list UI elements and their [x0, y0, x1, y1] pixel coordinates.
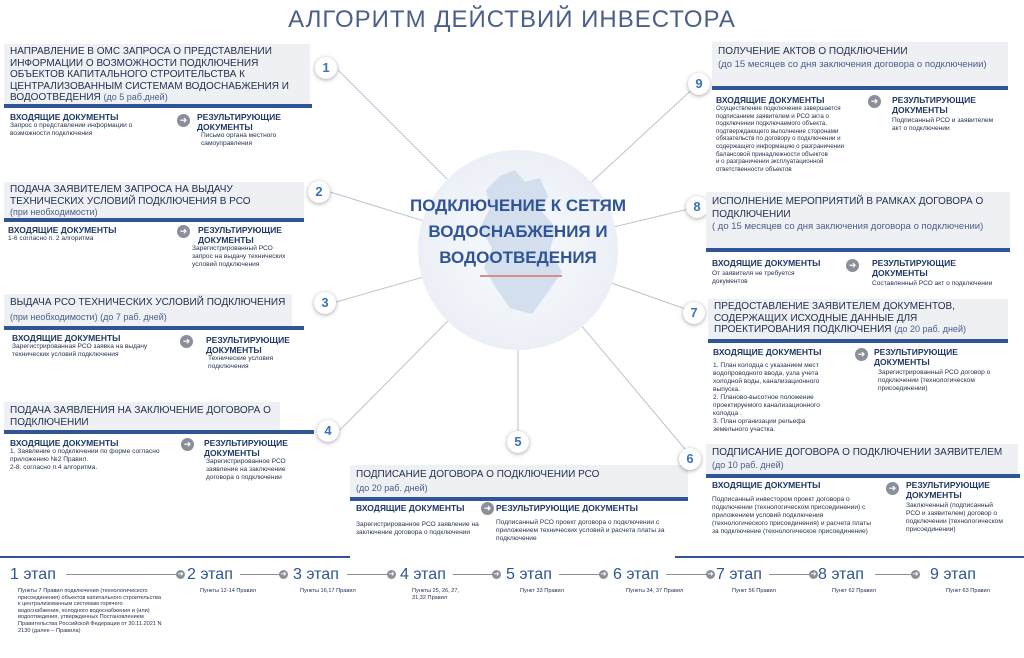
timeline-arrow [666, 574, 707, 575]
step-4-incoming [10, 438, 180, 472]
step-1-resulting-text: Письмо органа местного самоуправления [201, 132, 277, 147]
step-1-header [4, 44, 310, 104]
step-9-badge: 9 [688, 73, 710, 95]
incoming-label: ВХОДЯЩИЕ ДОКУМЕНТЫ [712, 480, 821, 490]
incoming-label: ВХОДЯЩИЕ ДОКУМЕНТЫ [8, 225, 117, 235]
step-8-deadline: ( до 15 месяцев со дня заключения договора о подключении) [712, 221, 984, 232]
step-8-title: ИСПОЛНЕНИЕ МЕРОПРИЯТИЙ В РАМКАХ ДОГОВОРА О ПОДКЛЮЧЕНИИ [712, 196, 984, 220]
timeline-arrow [453, 574, 493, 575]
step-3-incoming-text: Зарегистрированная РСО заявка на выдачу технических условий подключения [12, 343, 148, 358]
timeline-arrow [347, 574, 388, 575]
step-3-badge: 3 [314, 292, 336, 314]
step-1-deadline: (до 5 раб.дней) [103, 92, 168, 102]
page-title: АЛГОРИТМ ДЕЙСТВИЙ ИНВЕСТОРА [288, 6, 736, 33]
step-2-badge: 2 [308, 181, 330, 203]
arrow-right-icon: ➜ [388, 571, 395, 578]
arrow-right-icon: ➜ [493, 571, 500, 578]
step-8-incoming-text: От заявителя не требуется документов [712, 270, 795, 285]
step-8-incoming [712, 258, 842, 286]
step-5-bar [350, 497, 688, 501]
incoming-label: ВХОДЯЩИЕ ДОКУМЕНТЫ [10, 112, 119, 122]
stage-9-label: 9 этап [930, 566, 976, 583]
resulting-label: РЕЗУЛЬТИРУЮЩИЕ ДОКУМЕНТЫ [198, 225, 282, 245]
step-4-incoming-text: 1. Заявление о подключении по форме согласно приложению №2 Правил. 2-8. согласно п.4 алгоритма. [10, 448, 160, 471]
step-6-resulting-text: Заключенный (подписанный РСО и заявителем) договор о подключении (технологическом присоединении) [906, 502, 1003, 533]
step-1-badge: 1 [315, 57, 337, 79]
stage-7-text: Пункт 56 Правил [732, 588, 776, 594]
step-2-incoming [8, 225, 168, 243]
step-9-incoming [716, 95, 866, 173]
stage-3-text: Пункты 16,17 Правил [300, 588, 356, 594]
stage-1-text: Пункты 7 Правил подключения (технологического присоединения) объектов капитального строительства к централизованным системам горячего водоснабжения, холодного водоснабжения и (или) водоотведения, утвержденных Постановлением Правительства Российской Федерации от 30.11.2021 N 2130 (далее – Правила) [18, 588, 162, 634]
step-9-header [712, 42, 1008, 86]
resulting-label: РЕЗУЛЬТИРУЮЩИЕ ДОКУМЕНТЫ [872, 258, 956, 278]
step-6-incoming [712, 480, 887, 536]
step-6-badge: 6 [679, 448, 701, 470]
resulting-label: РЕЗУЛЬТИРУЮЩИЕ ДОКУМЕНТЫ [906, 480, 990, 500]
step-5-incoming [356, 503, 491, 537]
step-8-bar [706, 248, 1010, 252]
step-5-header [350, 465, 688, 497]
step-5-title: ПОДПИСАНИЕ ДОГОВОРА О ПОДКЛЮЧЕНИИ РСО [356, 469, 600, 480]
stage-9-text: Пункт 63 Правил [946, 588, 990, 594]
step-7-title: ПРЕДОСТАВЛЕНИЕ ЗАЯВИТЕЛЕМ ДОКУМЕНТОВ, СОДЕРЖАЩИХ ИСХОДНЫЕ ДАННЫЕ ДЛЯ ПРОЕКТИРОВАНИЯ ПОДКЛЮЧЕНИЯ [714, 301, 955, 335]
stage-5-label: 5 этап [506, 566, 552, 583]
step-7-resulting-text: Зарегистрированный РСО договор о подключении (технологическом присоединении) [878, 369, 991, 392]
arrow-right-icon: ➜ [868, 95, 881, 108]
incoming-label: ВХОДЯЩИЕ ДОКУМЕНТЫ [713, 347, 822, 357]
timeline-arrow [240, 574, 280, 575]
step-9-resulting [892, 95, 1012, 133]
stage-4-text: Пункты 25, 26, 27, 31,32 Правил [412, 588, 459, 601]
step-3-header [4, 294, 292, 326]
step-7-incoming [713, 347, 853, 434]
arrow-right-icon: ➜ [177, 571, 184, 578]
step-4-bar [4, 430, 314, 434]
stage-6-label: 6 этап [613, 566, 659, 583]
step-2-resulting-text: Зарегистрированный РСО запрос на выдачу технических условий подключения [192, 245, 286, 268]
step-9-title: ПОЛУЧЕНИЕ АКТОВ О ПОДКЛЮЧЕНИИ [718, 46, 908, 57]
step-1-title: НАПРАВЛЕНИЕ В ОМС ЗАПРОСА О ПРЕДСТАВЛЕНИИ ИНФОРМАЦИИ О ВОЗМОЖНОСТИ ПОДКЛЮЧЕНИЯ ОБЪЕКТОВ КАПИТАЛЬНОГО СТРОИТЕЛЬСТВА К ЦЕНТРАЛИЗОВАННЫМ СИСТЕМАМ ВОДОСНАБЖЕНИЯ И ВОДООТВЕДЕНИЯ [10, 46, 289, 103]
timeline-divider-right [675, 556, 1024, 558]
step-6-title: ПОДПИСАНИЕ ДОГОВОРА О ПОДКЛЮЧЕНИИ ЗАЯВИТЕЛЕМ [712, 447, 1003, 458]
step-4-resulting [204, 438, 314, 482]
resulting-label: РЕЗУЛЬТИРУЮЩИЕ ДОКУМЕНТЫ [206, 335, 290, 355]
step-5-incoming-text: Зарегистрированное РСО заявление на заключение договора о подключении [356, 521, 479, 536]
arrow-right-icon: ➜ [846, 259, 859, 272]
resulting-label: РЕЗУЛЬТИРУЮЩИЕ ДОКУМЕНТЫ [496, 503, 638, 513]
stage-5-text: Пункт 33 Правил [520, 588, 564, 594]
step-3-bar [4, 326, 304, 330]
step-1-incoming-text: Запрос о представлении информации о возможности подключения [10, 122, 133, 137]
step-2-header [4, 182, 304, 218]
step-6-deadline: (до 10 раб. дней) [712, 459, 784, 470]
step-4-title: ПОДАЧА ЗАЯВЛЕНИЯ НА ЗАКЛЮЧЕНИЕ ДОГОВОРА О ПОДКЛЮЧЕНИИ [10, 405, 271, 428]
incoming-label: ВХОДЯЩИЕ ДОКУМЕНТЫ [356, 503, 465, 513]
step-3-deadline: (при необходимости) (до 7 раб. дней) [10, 311, 167, 322]
step-8-badge: 8 [686, 196, 708, 218]
step-7-badge: 7 [683, 302, 705, 324]
step-7-header [708, 299, 1008, 339]
arrow-right-icon: ➜ [180, 335, 193, 348]
incoming-label: ВХОДЯЩИЕ ДОКУМЕНТЫ [10, 438, 119, 448]
step-5-resulting [496, 503, 691, 543]
step-6-bar [706, 474, 1020, 478]
step-1-resulting [197, 112, 307, 148]
arrow-right-icon: ➜ [280, 571, 287, 578]
step-4-resulting-text: Зарегистрированное РСО заявление на заключение договора о подключении [206, 458, 286, 481]
step-4-header [4, 402, 280, 430]
resulting-label: РЕЗУЛЬТИРУЮЩИЕ ДОКУМЕНТЫ [892, 95, 976, 115]
stage-6-text: Пункты 34, 37 Правил [626, 588, 684, 594]
arrow-right-icon: ➜ [600, 571, 607, 578]
step-3-resulting-text: Технические условия подключения [208, 355, 274, 370]
step-1-bar [4, 104, 312, 108]
step-7-incoming-text: 1. План колодца с указанием мест водопроводного ввода, узла учета холодной воды, канализационного выпуска. 2. Планово-высотное положение проектируемого канализационного колодца . 3. План организации рельефа земельного участка. [713, 362, 820, 433]
step-5-resulting-text: Подписанный РСО проект договора о подключении с приложением технических условий и расчета платы за подключение [496, 519, 665, 542]
step-3-incoming [12, 333, 172, 359]
step-2-bar [4, 218, 304, 222]
step-6-resulting [906, 480, 1018, 534]
incoming-label: ВХОДЯЩИЕ ДОКУМЕНТЫ [716, 95, 825, 105]
stage-1-label: 1 этап [10, 566, 56, 583]
stage-8-label: 8 этап [818, 566, 864, 583]
stage-3-label: 3 этап [293, 566, 339, 583]
resulting-label: РЕЗУЛЬТИРУЮЩИЕ ДОКУМЕНТЫ [874, 347, 958, 367]
stage-4-label: 4 этап [400, 566, 446, 583]
arrow-right-icon: ➜ [886, 482, 899, 495]
incoming-label: ВХОДЯЩИЕ ДОКУМЕНТЫ [12, 333, 121, 343]
step-8-resulting [872, 258, 1012, 288]
resulting-label: РЕЗУЛЬТИРУЮЩИЕ ДОКУМЕНТЫ [204, 438, 288, 458]
timeline-arrow [875, 574, 912, 575]
step-5-badge: 5 [507, 431, 529, 453]
timeline-arrow [559, 574, 600, 575]
step-3-resulting [206, 335, 316, 371]
incoming-label: ВХОДЯЩИЕ ДОКУМЕНТЫ [712, 258, 821, 268]
step-9-incoming-text: Осуществление подключения завершается подписанием заявителем и РСО акта о подключении подключаемого объекта, подтверждающего выполнение сторонами обязательств по договору о подключении и содержащего информацию о разграничении балансовой принадлежности объектов и о разграничении эксплуатационной ответственности объектов [716, 105, 845, 173]
stage-7-label: 7 этап [716, 566, 762, 583]
arrow-right-icon: ➜ [707, 571, 714, 578]
stage-8-text: Пункт 62 Правил [832, 588, 876, 594]
step-9-resulting-text: Подписанный РСО и заявителем акт о подключении [892, 117, 994, 132]
step-2-deadline: (при необходимости) [10, 207, 98, 217]
arrow-right-icon: ➜ [810, 571, 817, 578]
arrow-right-icon: ➜ [481, 502, 494, 515]
resulting-label: РЕЗУЛЬТИРУЮЩИЕ ДОКУМЕНТЫ [197, 112, 281, 132]
step-7-resulting [874, 347, 1014, 393]
step-6-incoming-text: Подписанный инвестором проект договора о подключении (технологическом присоединении) с приложением условий подключения (технологического присоединения) и расчета платы за подключение (технологическое присоединение) [712, 496, 871, 535]
center-title: ПОДКЛЮЧЕНИЕ К СЕТЯМ ВОДОСНАБЖЕНИЯ И ВОДООТВЕДЕНИЯ [409, 196, 627, 267]
stage-2-label: 2 этап [187, 566, 233, 583]
step-8-resulting-text: Составленный РСО акт о подключении [872, 280, 993, 287]
step-2-resulting [192, 225, 308, 269]
step-7-deadline: (до 20 раб. дней) [894, 324, 966, 334]
step-1-incoming [10, 112, 170, 138]
arrow-right-icon: ➜ [177, 114, 190, 127]
arrow-right-icon: ➜ [855, 348, 868, 361]
arrow-right-icon: ➜ [181, 438, 194, 451]
step-9-bar [712, 86, 1008, 90]
arrow-right-icon: ➜ [912, 571, 919, 578]
timeline-arrow [66, 574, 178, 575]
step-2-title: ПОДАЧА ЗАЯВИТЕЛЕМ ЗАПРОСА НА ВЫДАЧУ ТЕХНИЧЕСКИХ УСЛОВИЙ ПОДКЛЮЧЕНИЯ В РСО [10, 184, 251, 207]
stage-2-text: Пункты 12-14 Правил [200, 588, 257, 594]
step-9-deadline: (до 15 месяцев со дня заключения договора о подключении) [718, 59, 987, 70]
step-6-header [706, 444, 1018, 474]
arrow-right-icon: ➜ [177, 225, 190, 238]
step-4-badge: 4 [317, 420, 339, 442]
timeline-arrow [769, 574, 810, 575]
step-3-title: ВЫДАЧА РСО ТЕХНИЧЕСКИХ УСЛОВИЙ ПОДКЛЮЧЕНИЯ [10, 297, 286, 308]
step-2-incoming-text: 1-6 согласно п. 2 алгоритма [8, 235, 94, 242]
step-8-header [706, 192, 1010, 248]
step-7-bar [708, 339, 1008, 343]
timeline-divider [0, 556, 350, 558]
step-5-deadline: (до 20 раб. дней) [356, 482, 428, 493]
